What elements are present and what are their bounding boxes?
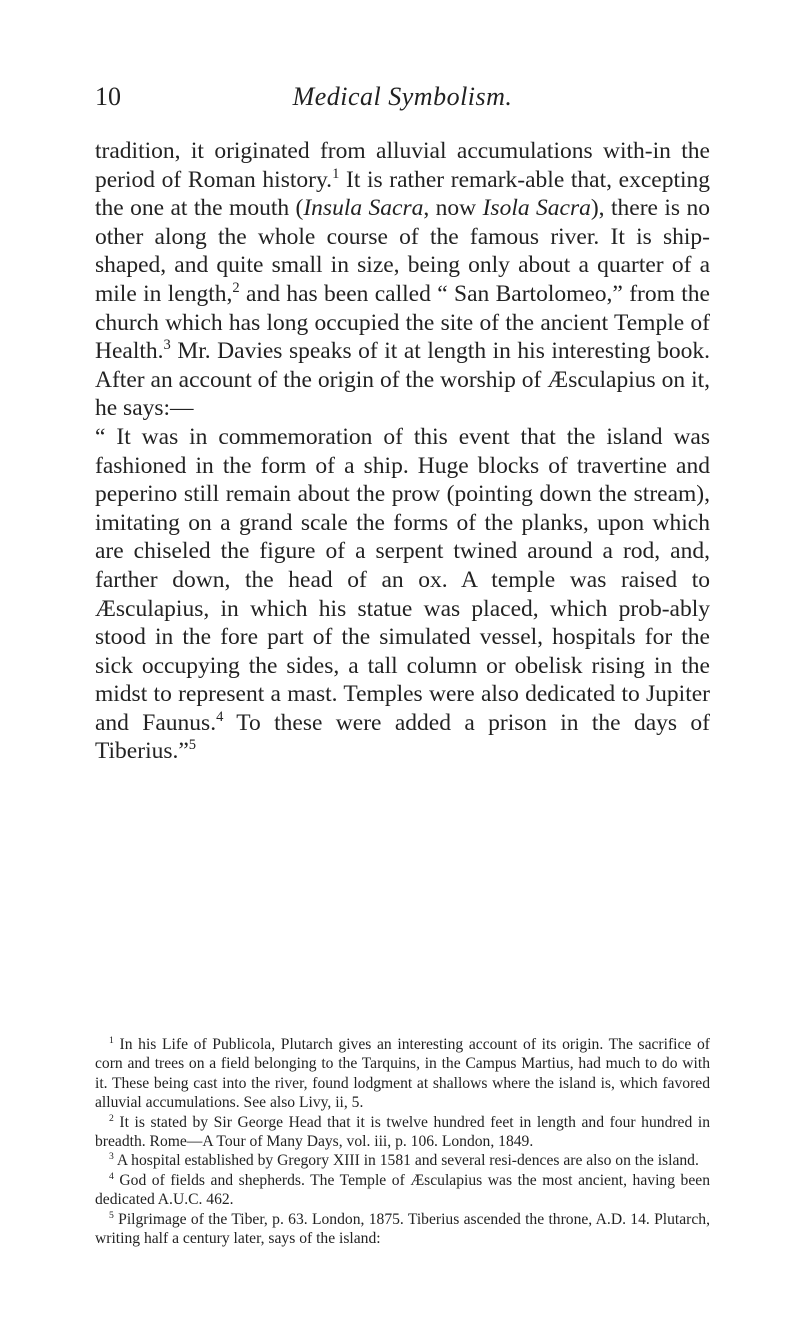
footnote-mark: 1 bbox=[109, 1034, 114, 1046]
footnote-mark: 3 bbox=[109, 1151, 114, 1163]
quotation-paragraph bbox=[95, 423, 710, 766]
footnote-mark: 5 bbox=[109, 1209, 114, 1221]
italic-term: Insula Sacra bbox=[303, 195, 424, 222]
footnote-text: In his Life of Publicola, Plutarch gives an interesting account of its origin. The sacrifice of corn and trees on a field belonging to the Tarquins, in the Campus Martius, had much to do with it. These being cast into the river, found lodgment at shallows where the island is, which favored alluvial accumulations. See also Livy, ii, 5. bbox=[95, 1036, 710, 1112]
footnotes bbox=[95, 1035, 710, 1248]
text-run: ), there is no other along the whole course of the famous river. It is ship-shaped, and quite small in size, being only about a quarter of a mile in length, bbox=[95, 195, 710, 307]
text-run: To these were added a prison in the days of Tiberius.” bbox=[95, 709, 710, 765]
footnote-text: Pilgrimage of the Tiber, p. 63. London, 1875. Tiberius ascended the throne, A.D. 14. Plutarch, writing half a century later, says of the island: bbox=[95, 1210, 710, 1248]
text-run: , now bbox=[423, 195, 483, 222]
footnote-ref: 3 bbox=[163, 337, 171, 354]
footnote-text: A hospital established by Gregory XIII in 1581 and several resi-dences are also on the island. bbox=[113, 1152, 699, 1170]
text-run: Mr. Davies speaks of it at length in his interesting book. After an account of the origin of the worship of Æsculapius on it, he says:— bbox=[95, 338, 710, 422]
footnote-ref: 2 bbox=[232, 280, 240, 297]
page-number: 10 bbox=[95, 82, 121, 111]
footnote-ref: 4 bbox=[216, 709, 224, 726]
footnote bbox=[95, 1171, 710, 1210]
text-run: and has been called “ San Bartolomeo,” from the church which has long occupied the site of the ancient Temple of Health. bbox=[95, 280, 710, 365]
footnote bbox=[95, 1035, 710, 1113]
footnote-text: God of fields and shepherds. The Temple of Æsculapius was the most ancient, having been dedicated A.U.C. 462. bbox=[95, 1171, 710, 1209]
footnote-mark: 4 bbox=[109, 1170, 114, 1182]
paragraph bbox=[95, 137, 710, 423]
text-run: “ It was in commemoration of this event that the island was fashioned in the form of a ship. Huge blocks of travertine and peperino still remain about the prow (pointing down the stream), imitating on a grand scale the forms of the planks, upon which are chiseled the figure of a serpent twined around a rod, and, farther down, the head of an ox. A temple was raised to Æsculapius, in which his statue was placed, which prob-ably stood in the fore part of the simulated vessel, hospitals for the sick occupying the sides, a tall column or obelisk rising in the midst to represent a mast. Temples were also dedicated to Jupiter and Faunus. bbox=[95, 423, 710, 736]
running-title: Medical Symbolism. bbox=[292, 82, 513, 111]
footnote-mark: 2 bbox=[109, 1112, 114, 1124]
body-text bbox=[95, 137, 710, 766]
text-run: It is rather remark-able that, excepting the one at the mouth ( bbox=[95, 166, 710, 222]
footnote bbox=[95, 1210, 710, 1249]
footnote bbox=[95, 1113, 710, 1152]
italic-term: Isola Sacra bbox=[482, 195, 591, 222]
footnote bbox=[95, 1151, 710, 1170]
footnote-text: It is stated by Sir George Head that it is twelve hundred feet in length and four hundred in breadth. Rome—A Tour of Many Days, vol. iii, p. 106. London, 1849. bbox=[95, 1113, 710, 1151]
footnote-ref: 5 bbox=[188, 737, 197, 754]
text-run: tradition, it originated from alluvial accumulations with-in the period of Roman history. bbox=[95, 138, 710, 193]
page-header bbox=[95, 82, 710, 112]
footnote-ref: 1 bbox=[332, 165, 340, 182]
